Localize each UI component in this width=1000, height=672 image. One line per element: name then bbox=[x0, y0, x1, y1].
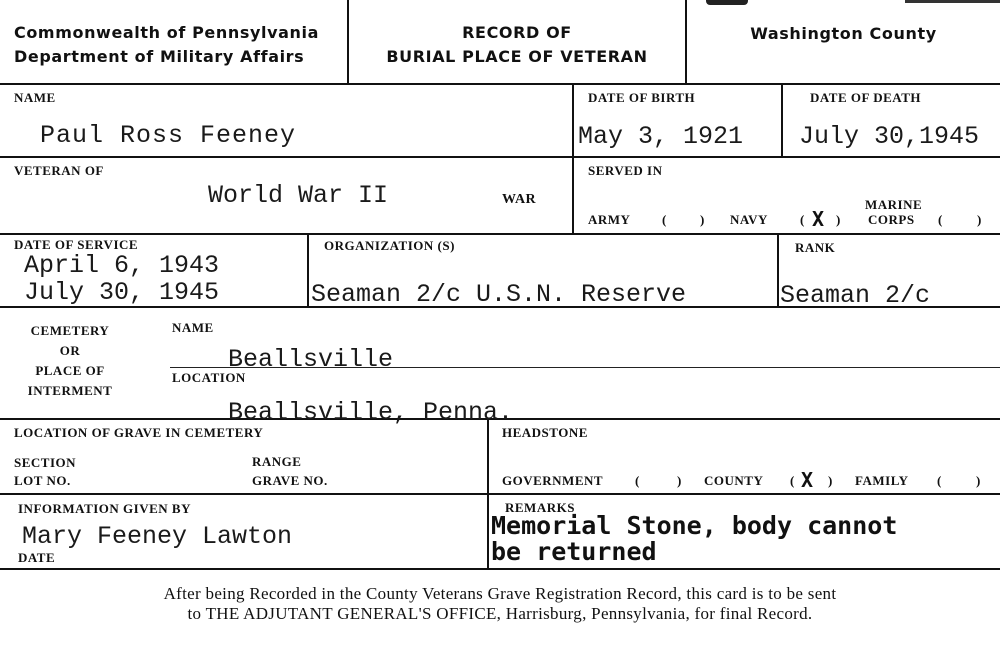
family-paren-close: ) bbox=[976, 473, 981, 488]
label-county: COUNTY bbox=[704, 473, 764, 488]
label-date: DATE bbox=[18, 550, 56, 565]
value-veteran-of: World War II bbox=[208, 181, 389, 210]
label-date-of-death: DATE OF DEATH bbox=[810, 90, 921, 105]
marine-paren-open: ( bbox=[938, 212, 943, 227]
label-marine-line2: CORPS bbox=[868, 212, 915, 227]
value-name: Paul Ross Feeney bbox=[40, 121, 297, 150]
rule-name-bottom bbox=[0, 156, 1000, 158]
value-date-of-birth: May 3, 1921 bbox=[578, 122, 744, 151]
label-served-in: SERVED IN bbox=[588, 163, 663, 178]
label-remarks: REMARKS bbox=[505, 500, 575, 515]
rule-header-bottom bbox=[0, 83, 1000, 85]
navy-check-mark: X bbox=[812, 207, 825, 231]
label-information-given-by: INFORMATION GIVEN BY bbox=[18, 501, 191, 516]
label-location-of-grave: LOCATION OF GRAVE IN CEMETERY bbox=[14, 425, 264, 440]
label-section: SECTION bbox=[14, 455, 77, 470]
marine-paren-close: ) bbox=[977, 212, 982, 227]
value-informant: Mary Feeney Lawton bbox=[22, 522, 293, 551]
label-cemetery-line2: OR bbox=[59, 343, 81, 358]
header-burial-place-title: BURIAL PLACE OF VETERAN bbox=[386, 47, 648, 66]
rule-name-v1 bbox=[572, 83, 574, 233]
rule-service-v2 bbox=[777, 233, 779, 306]
army-paren-close: ) bbox=[700, 212, 705, 227]
label-family: FAMILY bbox=[855, 473, 909, 488]
footer-instruction-line1: After being Recorded in the County Veterans Grave Registration Record, this card is to be sent bbox=[163, 584, 837, 603]
county-paren-open: ( bbox=[790, 473, 795, 488]
county-paren-close: ) bbox=[828, 473, 833, 488]
header-county: Washington County bbox=[750, 24, 937, 43]
government-paren-close: ) bbox=[677, 473, 682, 488]
header-record-of: RECORD OF bbox=[462, 23, 572, 42]
ink-smudge-2 bbox=[905, 0, 1000, 3]
value-organization: Seaman 2/c U.S.N. Reserve bbox=[311, 280, 687, 309]
value-service-end: July 30, 1945 bbox=[24, 278, 220, 307]
header-department: Department of Military Affairs bbox=[14, 47, 305, 66]
label-organization: ORGANIZATION (S) bbox=[324, 238, 455, 253]
label-grave-no: GRAVE NO. bbox=[252, 473, 328, 488]
footer-instruction-line2: to THE ADJUTANT GENERAL'S OFFICE, Harrisburg, Pennsylvania, for final Record. bbox=[187, 604, 813, 623]
label-rank: RANK bbox=[795, 240, 836, 255]
label-government: GOVERNMENT bbox=[502, 473, 604, 488]
label-navy: NAVY bbox=[730, 212, 768, 227]
label-cemetery-name: NAME bbox=[172, 320, 214, 335]
value-date-of-death: July 30,1945 bbox=[799, 122, 980, 151]
ink-smudge bbox=[706, 0, 748, 5]
label-lot-no: LOT NO. bbox=[14, 473, 71, 488]
label-cemetery-line4: INTERMENT bbox=[27, 383, 113, 398]
label-cemetery-location: LOCATION bbox=[172, 370, 246, 385]
label-cemetery-line3: PLACE OF bbox=[35, 363, 105, 378]
navy-paren-close: ) bbox=[836, 212, 841, 227]
rule-name-v2 bbox=[781, 83, 783, 156]
label-veteran-of: VETERAN OF bbox=[14, 163, 104, 178]
rule-veteran-bottom bbox=[0, 233, 1000, 235]
label-marine-line1: MARINE bbox=[865, 197, 923, 212]
value-service-start: April 6, 1943 bbox=[24, 251, 220, 280]
label-date-of-birth: DATE OF BIRTH bbox=[588, 90, 696, 105]
family-paren-open: ( bbox=[937, 473, 942, 488]
label-war: WAR bbox=[502, 192, 537, 207]
rule-card-bottom bbox=[0, 568, 1000, 570]
army-paren-open: ( bbox=[662, 212, 667, 227]
rule-grave-v1 bbox=[487, 418, 489, 568]
value-rank: Seaman 2/c bbox=[780, 281, 931, 310]
label-range: RANGE bbox=[252, 454, 302, 469]
navy-paren-open: ( bbox=[800, 212, 805, 227]
label-army: ARMY bbox=[588, 212, 631, 227]
label-headstone: HEADSTONE bbox=[502, 425, 588, 440]
rule-service-v1 bbox=[307, 233, 309, 306]
rule-grave-bottom bbox=[0, 493, 1000, 495]
county-check-mark: X bbox=[801, 468, 814, 492]
value-remarks-line2: be returned bbox=[491, 537, 657, 566]
label-cemetery-line1: CEMETERY bbox=[30, 323, 110, 338]
government-paren-open: ( bbox=[635, 473, 640, 488]
label-date-of-service: DATE OF SERVICE bbox=[14, 237, 139, 252]
header-commonwealth: Commonwealth of Pennsylvania bbox=[14, 23, 320, 42]
value-cemetery-name: Beallsville bbox=[228, 345, 394, 374]
value-remarks-line1: Memorial Stone, body cannot bbox=[491, 511, 898, 540]
label-name: NAME bbox=[14, 90, 56, 105]
value-cemetery-location: Beallsville, Penna. bbox=[228, 398, 514, 427]
